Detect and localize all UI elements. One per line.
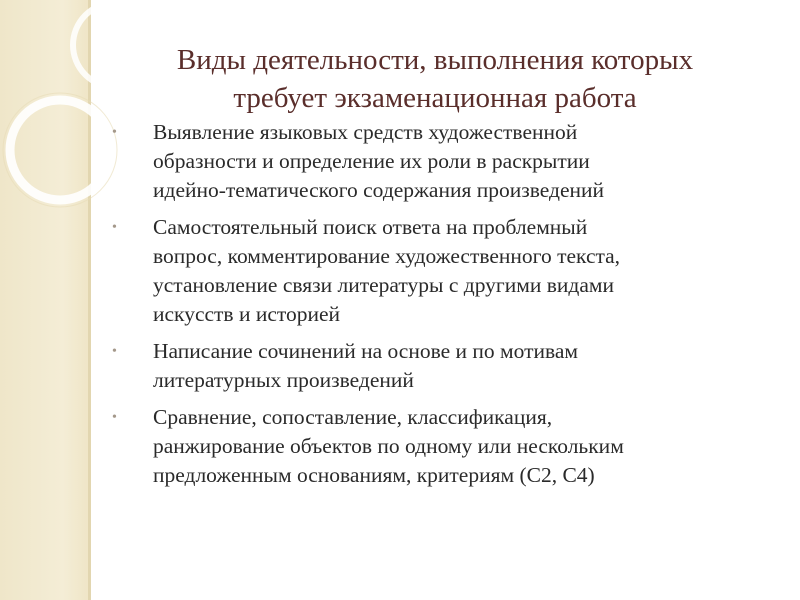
bullet-item — [112, 213, 782, 329]
bullet-line: Написание сочинений на основе и по мотивам — [153, 339, 579, 363]
bullet-line: ранжирование объектов по одному или нескольким — [153, 434, 624, 458]
slide-title — [110, 41, 760, 117]
bullet-dot-icon: • — [112, 410, 117, 425]
bullet-line: вопрос, комментирование художественного текста, — [153, 244, 621, 268]
bullet-dot-icon: • — [112, 344, 117, 359]
bullet-list — [112, 118, 782, 498]
bullet-dot-icon: • — [112, 125, 117, 140]
bullet-item — [112, 337, 782, 395]
bullet-line: образности и определение их роли в раскрытии — [153, 149, 590, 173]
bullet-dot-icon: • — [112, 220, 117, 235]
title-line-2: требует экзаменационная работа — [233, 82, 637, 115]
bullet-line: установление связи литературы с другими видами — [153, 273, 614, 297]
bullet-line: Самостоятельный поиск ответа на проблемный — [153, 215, 588, 239]
bullet-line: искусств и историей — [153, 302, 341, 326]
title-line-1: Виды деятельности, выполнения которых — [176, 44, 694, 77]
bullet-item — [112, 118, 782, 205]
bullet-item — [112, 403, 782, 490]
bullet-line: Выявление языковых средств художественной — [153, 120, 578, 144]
bullet-line: идейно-тематического содержания произведений — [153, 178, 605, 202]
bullet-line: предложенным основаниям, критериям (С2, С4) — [153, 463, 595, 487]
bullet-line: Сравнение, сопоставление, классификация, — [153, 405, 553, 429]
bullet-line: литературных произведений — [153, 368, 414, 392]
